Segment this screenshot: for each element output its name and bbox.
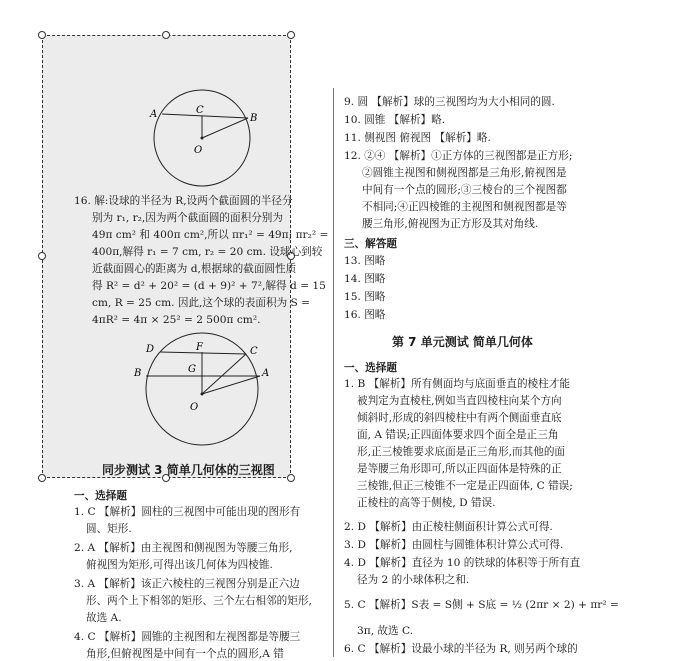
- text-line: 15. 图略: [344, 291, 386, 303]
- text-line: 面, A 错误;正四面体要求四个面全是正三角: [357, 429, 559, 441]
- label-D: D: [146, 344, 155, 355]
- text-line: 形,正三棱锥要求底面是正三角形,而其他的面: [357, 446, 566, 458]
- text-line: 不相同;④正四棱锥的主视图和侧视图都是等: [362, 201, 567, 213]
- text-line: 3π, 故选 C.: [357, 625, 414, 637]
- label-G: G: [188, 364, 196, 375]
- resize-handle-bottom-left[interactable]: [38, 474, 46, 482]
- label-B: B: [134, 368, 142, 379]
- label-C: C: [250, 346, 258, 357]
- resize-handle-top-left[interactable]: [38, 31, 46, 39]
- label-A: A: [150, 109, 158, 120]
- text-line: 49π cm² 和 400π cm²,所以 πr₁² = 49π; πr₂² =: [92, 229, 329, 241]
- text-line: 13. 图略: [344, 255, 386, 267]
- text-line: 三棱锥,但正三棱锥不一定是正四面体, C 错误;: [357, 480, 573, 492]
- text-line: 400π,解得 r₁ = 7 cm, r₂ = 20 cm. 设球心到较: [92, 246, 323, 258]
- label-O: O: [190, 402, 199, 413]
- label-C: C: [196, 105, 204, 116]
- section-heading-choice-2: 一、选择题: [344, 362, 397, 374]
- resize-handle-top[interactable]: [162, 31, 170, 39]
- text-line: 3. A 【解析】该正六棱柱的三视图分别是正六边: [74, 578, 300, 590]
- text-line: 1. C 【解析】圆柱的三视图中可能出现的图形有: [74, 506, 301, 518]
- text-line: 12. ②④ 【解析】①正方体的三视图都是正方形;: [344, 150, 573, 162]
- text-line: ②圆锥主视图和侧视图都是三角形,俯视图是: [362, 167, 567, 179]
- text-line: 4πR² = 4π × 25² = 2 500π cm².: [92, 314, 261, 326]
- text-line: 5. C 【解析】S表 = S侧 + S底 = ½ (2πr × 2) + πr² =: [344, 599, 619, 611]
- text-line: 16. 图略: [344, 309, 386, 321]
- text-line: cm, R = 25 cm. 因此,这个球的表面积为 S =: [92, 297, 311, 309]
- test-3-title: 同步测试 3 简单几何体的三视图: [102, 463, 275, 477]
- section-heading-answers: 三、解答题: [344, 238, 397, 250]
- text-line: 形、两个上下相邻的矩形、三个左右相邻的矩形,: [86, 595, 312, 607]
- text-line: 腰三角形,俯视图为正方形及其对角线.: [362, 218, 539, 230]
- label-O: O: [194, 145, 203, 156]
- sphere-section-figure-2: [132, 332, 277, 450]
- text-line: 别为 r₁, r₂,因为两个截面圆的面积分别为: [92, 212, 283, 224]
- unit-7-title: 第 7 单元测试 简单几何体: [392, 335, 533, 349]
- resize-handle-left[interactable]: [38, 252, 46, 260]
- text-line: 近截面圆心的距离为 d,根据球的截面圆性质: [92, 263, 297, 275]
- text-line: 10. 圆锥 【解析】略.: [344, 114, 446, 126]
- text-line: 中间有一个点的圆形;③三棱台的三个视图都: [362, 184, 567, 196]
- resize-handle-bottom-right[interactable]: [287, 474, 295, 482]
- text-line: 4. D 【解析】直径为 10 的铁球的体积等于所有直: [344, 557, 581, 569]
- text-line: 正棱柱的高等于侧棱, D 错误.: [357, 497, 496, 509]
- text-line: 得 R² = d² + 20² = (d + 9)² + 7²,解得 d = 15: [92, 280, 326, 292]
- text-line: 6. C 【解析】设最小球的半径为 R, 则另两个球的: [344, 643, 578, 655]
- label-A: A: [262, 368, 270, 379]
- text-line: 16. 解:设球的半径为 R,设两个截面圆的半径分: [74, 195, 293, 207]
- text-line: 2. A 【解析】由主视图和侧视图为等腰三角形,: [74, 542, 293, 554]
- text-line: 径为 2 的小球体积之和.: [357, 574, 470, 586]
- text-line: 9. 圆 【解析】球的三视图均为大小相同的圆.: [344, 96, 555, 108]
- text-line: 倾斜时,形成的斜四棱柱中有两个侧面垂直底: [357, 412, 562, 424]
- text-line: 圆、矩形.: [86, 523, 132, 535]
- text-line: 故选 A.: [86, 612, 122, 624]
- text-line: 11. 侧视图 俯视图 【解析】略.: [344, 132, 491, 144]
- section-heading-choice: 一、选择题: [74, 490, 127, 502]
- text-line: 14. 图略: [344, 273, 386, 285]
- label-B: B: [250, 113, 258, 124]
- resize-handle-top-right[interactable]: [287, 31, 295, 39]
- column-divider: [333, 88, 334, 657]
- label-F: F: [196, 342, 203, 353]
- text-line: 4. C 【解析】圆锥的主视图和左视图都是等腰三: [74, 631, 301, 643]
- text-line: 1. B 【解析】所有侧面均与底面垂直的棱柱才能: [344, 378, 570, 390]
- text-line: 2. D 【解析】由正棱柱侧面积计算公式可得.: [344, 521, 553, 533]
- text-line: 是等腰三角形即可,所以正四面体是特殊的正: [357, 463, 562, 475]
- text-line: 俯视图为矩形,可得出该几何体为四棱锥.: [86, 559, 273, 571]
- text-line: 被判定为直棱柱,例如当直四棱柱向某个方向: [357, 395, 562, 407]
- text-line: 3. D 【解析】由圆柱与圆锥体积计算公式可得.: [344, 539, 564, 551]
- sphere-section-figure-1: [140, 88, 260, 193]
- text-line: 角形,但俯视图是中间有一个点的圆形,A 错: [86, 648, 284, 660]
